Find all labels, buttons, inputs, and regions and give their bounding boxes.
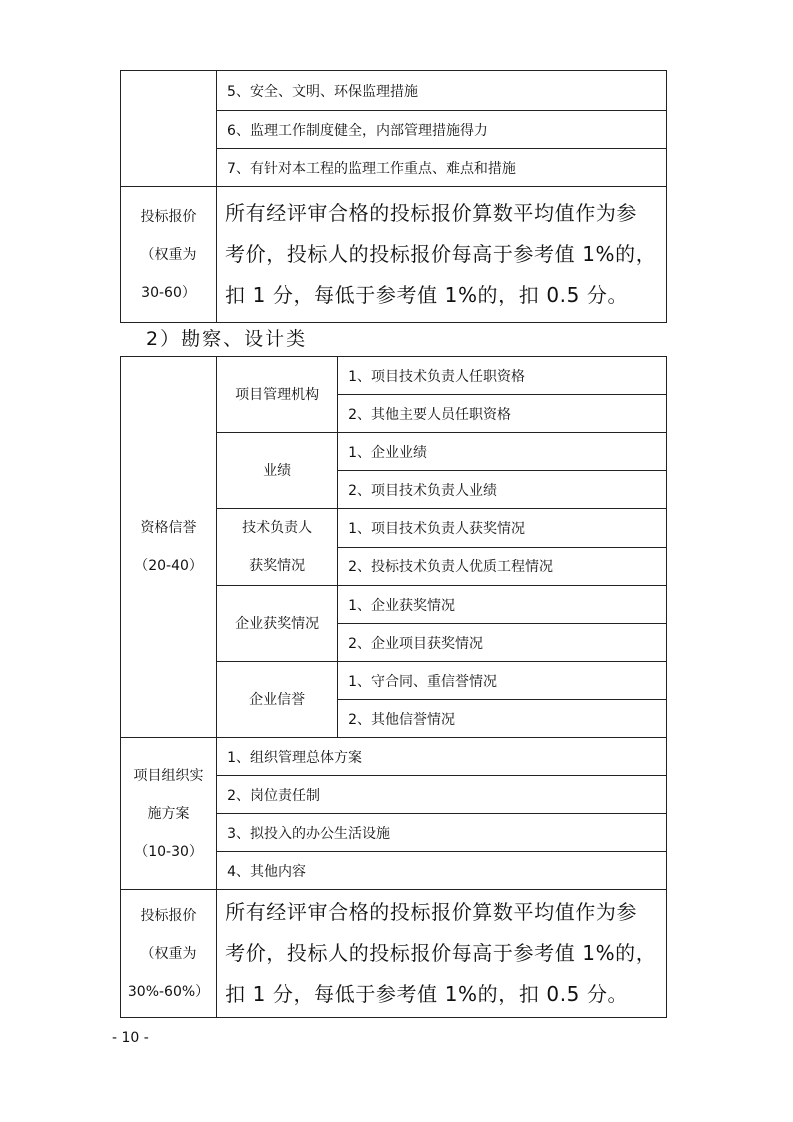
criterion-cell: 1、组织管理总体方案 [217,738,667,776]
implementation-label-cell [121,738,217,890]
price-rule-line: 扣 1 分，每低于参考值 1%的，扣 0.5 分。 [225,982,629,1006]
subcategory-label: 企业信誉 [249,691,306,708]
page-number: - 10 - [112,1030,149,1046]
criterion-cell: 1、企业获奖情况 [338,586,667,624]
price-rule-cell [217,890,667,1018]
evaluation-table-survey-design [120,356,667,1018]
subcategory-label: 项目管理机构 [235,386,320,403]
price-rule-cell [217,187,667,323]
criterion-cell: 2、其他信誉情况 [338,700,667,738]
price-rule-line: 考价，投标人的投标报价每高于参考值 1%的， [225,242,657,266]
criterion-cell: 2、企业项目获奖情况 [338,624,667,662]
evaluation-table-supervision [120,70,667,323]
merged-label-cell [121,71,217,187]
price-label-line: 30%-60%） [127,983,210,1000]
price-label-line: 30-60） [141,284,196,301]
implementation-label-line: 施方案 [147,805,190,822]
subcategory-label: 获奖情况 [249,558,306,574]
criterion-cell: 7、有针对本工程的监理工作重点、难点和措施 [217,149,667,187]
section-heading: 2）勘察、设计类 [146,328,308,350]
criterion-cell: 6、监理工作制度健全，内部管理措施得力 [217,111,667,149]
subcategory-cell [217,586,338,662]
price-label-cell [121,187,217,323]
price-label-cell [121,890,217,1018]
subcategory-cell [217,357,338,433]
price-rule-line: 考价，投标人的投标报价每高于参考值 1%的， [225,941,657,965]
criterion-cell: 3、拟投入的办公生活设施 [217,814,667,852]
qualification-label-line: 资格信誉 [140,520,197,536]
criterion-cell: 1、守合同、重信誉情况 [338,662,667,700]
criterion-cell: 2、项目技术负责人业绩 [338,471,667,509]
price-label-line: 投标报价 [140,208,197,225]
subcategory-cell [217,662,338,738]
price-rule-line: 所有经评审合格的投标报价算数平均值作为参 [225,900,638,924]
criterion-cell: 2、其他主要人员任职资格 [338,395,667,433]
qualification-label-line: （20-40） [134,558,203,574]
subcategory-label: 技术负责人 [242,520,313,536]
subcategory-cell [217,509,338,586]
criterion-cell: 4、其他内容 [217,852,667,890]
price-label-line: （权重为 [140,945,197,962]
price-rule-line: 所有经评审合格的投标报价算数平均值作为参 [225,201,638,225]
price-rule-line: 扣 1 分，每低于参考值 1%的，扣 0.5 分。 [225,283,629,307]
criterion-cell: 1、项目技术负责人获奖情况 [338,509,667,548]
subcategory-cell [217,433,338,509]
criterion-cell: 5、安全、文明、环保监理措施 [217,71,667,111]
price-label-line: （权重为 [140,246,197,263]
criterion-cell: 2、投标技术负责人优质工程情况 [338,547,667,586]
criterion-cell: 2、岗位责任制 [217,776,667,814]
implementation-label-line: 项目组织实 [133,767,204,784]
subcategory-label: 业绩 [263,462,292,479]
price-label-line: 投标报价 [140,907,197,924]
criterion-cell: 1、项目技术负责人任职资格 [338,357,667,395]
criterion-cell: 1、企业业绩 [338,433,667,471]
implementation-label-line: （10-30） [134,843,203,860]
subcategory-label: 企业获奖情况 [235,615,320,632]
qualification-label-cell [121,357,217,738]
